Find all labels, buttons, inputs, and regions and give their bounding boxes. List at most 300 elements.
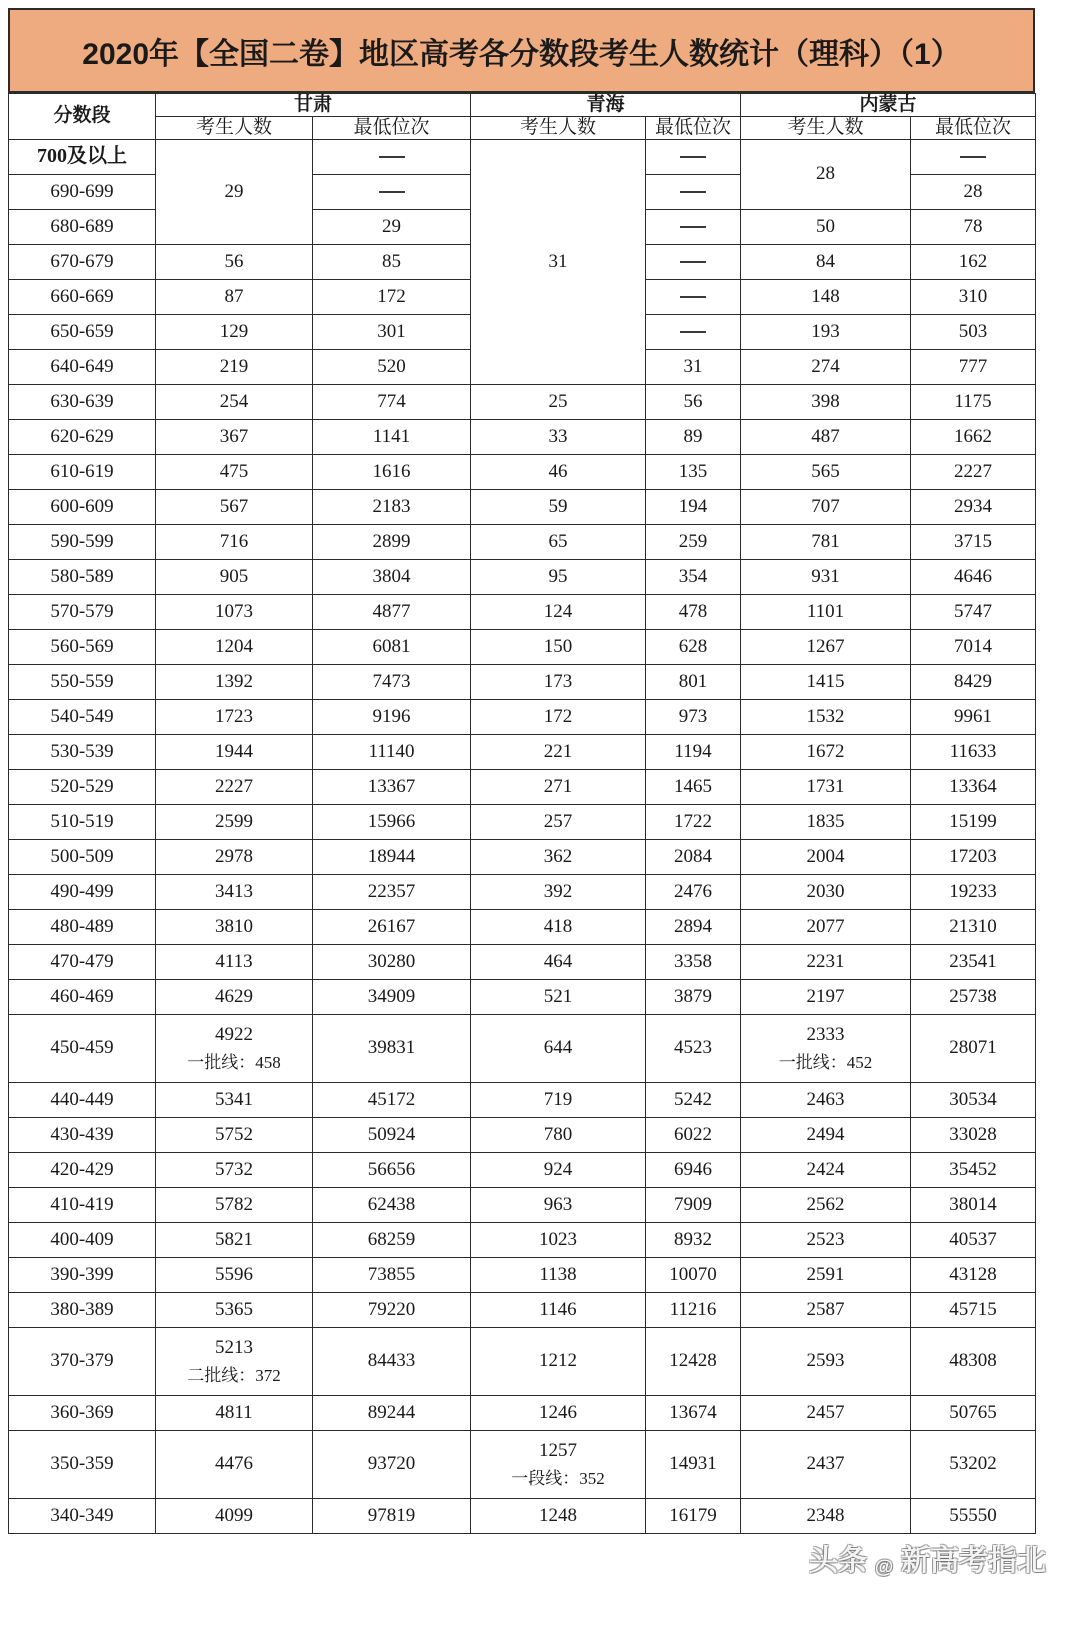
table-row	[9, 489, 1036, 524]
neimenggu-count-value: 2494	[806, 1123, 845, 1145]
gansu-rank-cell	[313, 454, 471, 489]
qinghai-rank-cell	[646, 244, 741, 279]
gansu-rank-cell	[313, 314, 471, 349]
neimenggu-count-cell	[741, 979, 911, 1014]
neimenggu-count-value: 2437	[806, 1453, 845, 1475]
gansu-count-cell	[156, 1257, 313, 1292]
table-header	[9, 94, 1036, 140]
table-row	[9, 839, 1036, 874]
qinghai-rank-value: 56	[683, 390, 703, 412]
gansu-count-value: 56	[224, 250, 244, 272]
qinghai-count-cell	[471, 909, 646, 944]
score-range-cell: 560-569	[9, 629, 156, 664]
neimenggu-count-cell	[741, 524, 911, 559]
gansu-rank-value: 11140	[368, 740, 415, 762]
table-row	[9, 419, 1036, 454]
gansu-rank-value: 9196	[372, 705, 411, 727]
table-row	[9, 139, 1036, 174]
qinghai-rank-value: 3879	[674, 985, 713, 1007]
neimenggu-count-cell	[741, 1430, 911, 1498]
neimenggu-rank-cell	[911, 1187, 1036, 1222]
gansu-count-cell	[156, 1498, 313, 1533]
neimenggu-count-cell	[741, 559, 911, 594]
gansu-rank-value: 1141	[372, 425, 411, 447]
gansu-count-value: 716	[219, 530, 249, 552]
neimenggu-rank-value: 25738	[949, 985, 997, 1007]
em-dash-icon	[379, 156, 405, 158]
score-range-cell: 440-449	[9, 1082, 156, 1117]
neimenggu-rank-value: 43128	[949, 1263, 997, 1285]
neimenggu-count-value: 931	[811, 565, 840, 587]
qinghai-rank-value: 5242	[674, 1088, 713, 1110]
qinghai-count-value: 719	[543, 1088, 573, 1110]
gansu-rank-value: 774	[377, 390, 406, 412]
neimenggu-rank-value: 7014	[954, 635, 993, 657]
gansu-rank-cell	[313, 559, 471, 594]
neimenggu-count-cell	[741, 1014, 911, 1082]
qinghai-count-cell	[471, 1498, 646, 1533]
neimenggu-rank-cell	[911, 734, 1036, 769]
gansu-rank-value: 45172	[367, 1088, 416, 1110]
neimenggu-rank-cell	[911, 1498, 1036, 1533]
qinghai-count-value: 1023	[539, 1228, 578, 1250]
qinghai-rank-value: 973	[678, 705, 708, 727]
qinghai-rank-cell	[646, 909, 741, 944]
qinghai-rank-value: 259	[678, 530, 708, 552]
neimenggu-count-value: 2333	[806, 1023, 845, 1045]
qinghai-rank-cell	[646, 1498, 741, 1533]
qinghai-rank-cell	[646, 454, 741, 489]
qinghai-rank-cell	[646, 769, 741, 804]
gansu-rank-cell	[313, 804, 471, 839]
neimenggu-count-cell	[741, 734, 911, 769]
neimenggu-rank-cell	[911, 979, 1036, 1014]
gansu-rank-cell	[313, 1014, 471, 1082]
score-range-cell: 480-489	[9, 909, 156, 944]
qinghai-rank-value: 2894	[674, 915, 713, 937]
gansu-count-value: 2599	[215, 810, 253, 832]
qinghai-rank-value: 1722	[674, 810, 713, 832]
neimenggu-rank-value: 4646	[954, 565, 993, 587]
gansu-rank-cell	[313, 699, 471, 734]
score-range-cell: 600-609	[9, 489, 156, 524]
qinghai-rank-value: 1194	[674, 740, 712, 762]
gansu-rank-value: 29	[382, 215, 401, 237]
score-distribution-table	[8, 93, 1036, 1534]
qinghai-count-cell	[471, 559, 646, 594]
gansu-rank-cell	[313, 839, 471, 874]
neimenggu-rank-cell	[911, 769, 1036, 804]
qinghai-count-cell	[471, 1152, 646, 1187]
table-row	[9, 1082, 1036, 1117]
qinghai-rank-cell	[646, 1257, 741, 1292]
gansu-rank-cell	[313, 1082, 471, 1117]
gansu-rank-cell	[313, 944, 471, 979]
gansu-rank-value: 30280	[367, 950, 416, 972]
qinghai-count-value: 173	[543, 670, 573, 692]
neimenggu-rank-value: 23541	[949, 950, 997, 972]
gansu-count-cell	[156, 1014, 313, 1082]
gansu-rank-value: 18944	[367, 845, 416, 867]
gansu-count-value: 4476	[215, 1453, 253, 1475]
score-range-cell: 650-659	[9, 314, 156, 349]
score-range-cell: 360-369	[9, 1395, 156, 1430]
neimenggu-count-value: 2587	[806, 1298, 845, 1320]
gansu-count-cell	[156, 804, 313, 839]
neimenggu-rank-cell	[911, 559, 1036, 594]
neimenggu-count-cell	[741, 1082, 911, 1117]
gansu-rank-value: 56656	[367, 1158, 416, 1180]
gansu-rank-cell	[313, 1292, 471, 1327]
neimenggu-rank-value: 53202	[949, 1453, 997, 1475]
neimenggu-count-cell	[741, 384, 911, 419]
neimenggu-count-value: 28	[816, 163, 836, 185]
neimenggu-count-cell	[741, 314, 911, 349]
neimenggu-rank-cell	[911, 1152, 1036, 1187]
table-row	[9, 1014, 1036, 1082]
qinghai-count-value: 780	[543, 1123, 573, 1145]
neimenggu-rank-value: 11633	[949, 740, 997, 762]
neimenggu-batch-line-note: 一批线：452	[778, 1052, 873, 1072]
gansu-count-cell	[156, 489, 313, 524]
neimenggu-rank-value: 2934	[954, 495, 993, 517]
em-dash-icon	[680, 191, 706, 193]
qinghai-rank-cell	[646, 874, 741, 909]
neimenggu-count-cell	[741, 454, 911, 489]
neimenggu-count-value: 2593	[806, 1350, 845, 1372]
qinghai-rank-value: 8932	[674, 1228, 713, 1250]
neimenggu-count-value: 1415	[806, 670, 845, 692]
score-range-cell: 370-379	[9, 1327, 156, 1395]
neimenggu-count-value: 193	[811, 320, 840, 342]
table-row	[9, 1257, 1036, 1292]
neimenggu-rank-cell	[911, 664, 1036, 699]
gansu-rank-cell	[313, 1257, 471, 1292]
table-row	[9, 874, 1036, 909]
em-dash-icon	[960, 156, 986, 158]
gansu-rank-value: 13367	[367, 775, 416, 797]
neimenggu-rank-cell	[911, 419, 1036, 454]
gansu-count-value: 5821	[215, 1228, 253, 1250]
header-qinghai-rank: 最低位次	[646, 116, 741, 139]
gansu-rank-value: 3804	[372, 565, 411, 587]
neimenggu-rank-value: 8429	[954, 670, 993, 692]
neimenggu-count-value: 2591	[806, 1263, 845, 1285]
gansu-batch-line-note: 一批线：458	[187, 1052, 281, 1072]
neimenggu-rank-cell	[911, 944, 1036, 979]
qinghai-rank-cell	[646, 139, 741, 174]
table-row	[9, 909, 1036, 944]
qinghai-count-value: 59	[548, 495, 568, 517]
qinghai-rank-value: 3358	[674, 950, 713, 972]
table-body	[9, 139, 1036, 1533]
neimenggu-count-value: 2197	[806, 985, 845, 1007]
neimenggu-rank-value: 9961	[954, 705, 993, 727]
neimenggu-rank-value: 55550	[949, 1504, 997, 1526]
neimenggu-count-cell	[741, 244, 911, 279]
qinghai-rank-value: 2084	[674, 845, 713, 867]
gansu-rank-value: 15966	[367, 810, 416, 832]
gansu-count-cell	[156, 594, 313, 629]
neimenggu-count-value: 2562	[806, 1193, 845, 1215]
neimenggu-rank-value: 78	[963, 215, 983, 237]
gansu-rank-value: 79220	[367, 1298, 416, 1320]
table-row	[9, 559, 1036, 594]
gansu-count-value: 2978	[215, 845, 253, 867]
header-neimenggu-count: 考生人数	[741, 116, 911, 139]
qinghai-count-cell	[471, 804, 646, 839]
gansu-count-cell	[156, 979, 313, 1014]
neimenggu-rank-cell	[911, 279, 1036, 314]
qinghai-rank-cell	[646, 804, 741, 839]
neimenggu-rank-value: 1175	[954, 390, 992, 412]
qinghai-count-value: 924	[543, 1158, 573, 1180]
neimenggu-rank-cell	[911, 244, 1036, 279]
qinghai-count-value: 362	[543, 845, 573, 867]
score-range-cell: 510-519	[9, 804, 156, 839]
gansu-rank-cell	[313, 769, 471, 804]
qinghai-count-value: 521	[543, 985, 573, 1007]
neimenggu-count-cell	[741, 944, 911, 979]
table-row	[9, 1152, 1036, 1187]
gansu-count-cell	[156, 419, 313, 454]
gansu-rank-value: 39831	[367, 1037, 416, 1059]
qinghai-count-cell	[471, 979, 646, 1014]
table-row	[9, 454, 1036, 489]
qinghai-rank-cell	[646, 524, 741, 559]
qinghai-rank-value: 89	[683, 425, 703, 447]
qinghai-count-value: 1146	[539, 1298, 577, 1320]
gansu-count-value: 5213	[215, 1336, 253, 1358]
qinghai-count-cell	[471, 699, 646, 734]
table-row	[9, 979, 1036, 1014]
qinghai-rank-cell	[646, 594, 741, 629]
page-title: 2020年【全国二卷】地区高考各分数段考生人数统计（理科）（1）	[82, 37, 961, 71]
gansu-count-cell	[156, 1152, 313, 1187]
neimenggu-count-value: 2463	[806, 1088, 845, 1110]
gansu-count-cell	[156, 664, 313, 699]
score-range-cell: 420-429	[9, 1152, 156, 1187]
qinghai-rank-value: 13674	[669, 1401, 717, 1423]
neimenggu-count-value: 1672	[806, 740, 845, 762]
gansu-count-cell	[156, 1117, 313, 1152]
neimenggu-rank-value: 3715	[954, 530, 993, 552]
table-row	[9, 1327, 1036, 1395]
neimenggu-count-cell	[741, 1152, 911, 1187]
qinghai-count-value: 25	[548, 390, 568, 412]
qinghai-rank-cell	[646, 1222, 741, 1257]
qinghai-rank-value: 801	[678, 670, 708, 692]
table-row	[9, 1430, 1036, 1498]
neimenggu-count-cell	[741, 874, 911, 909]
gansu-count-value: 5365	[215, 1298, 253, 1320]
neimenggu-count-cell	[741, 1498, 911, 1533]
neimenggu-count-value: 2231	[806, 950, 845, 972]
qinghai-count-value: 464	[543, 950, 573, 972]
neimenggu-count-cell	[741, 279, 911, 314]
gansu-count-cell	[156, 874, 313, 909]
qinghai-rank-value: 4523	[674, 1037, 713, 1059]
qinghai-rank-cell	[646, 489, 741, 524]
neimenggu-count-value: 2004	[806, 845, 845, 867]
gansu-count-value: 4629	[215, 985, 253, 1007]
em-dash-icon	[680, 261, 706, 263]
qinghai-rank-cell	[646, 944, 741, 979]
qinghai-count-value: 1212	[539, 1350, 578, 1372]
score-range-cell: 700及以上	[9, 139, 156, 174]
qinghai-count-cell	[471, 734, 646, 769]
score-range-cell: 620-629	[9, 419, 156, 454]
score-range-cell: 400-409	[9, 1222, 156, 1257]
qinghai-rank-value: 194	[678, 495, 708, 517]
neimenggu-rank-cell	[911, 454, 1036, 489]
neimenggu-rank-value: 30534	[949, 1088, 997, 1110]
header-row-sub	[9, 116, 1036, 139]
qinghai-count-cell	[471, 524, 646, 559]
neimenggu-count-value: 2457	[806, 1401, 845, 1423]
gansu-count-cell	[156, 1292, 313, 1327]
gansu-rank-value: 520	[377, 355, 406, 377]
qinghai-count-cell	[471, 769, 646, 804]
table-row	[9, 769, 1036, 804]
neimenggu-rank-value: 19233	[949, 880, 997, 902]
qinghai-rank-cell	[646, 699, 741, 734]
gansu-count-cell	[156, 349, 313, 384]
watermark	[809, 1538, 1046, 1584]
header-region-neimenggu: 内蒙古	[741, 94, 1036, 117]
qinghai-count-cell	[471, 1014, 646, 1082]
gansu-rank-value: 2899	[372, 530, 411, 552]
qinghai-count-cell	[471, 594, 646, 629]
gansu-count-value: 129	[219, 320, 249, 342]
score-range-cell: 350-359	[9, 1430, 156, 1498]
neimenggu-count-value: 2348	[806, 1504, 845, 1526]
gansu-count-value: 5341	[215, 1088, 253, 1110]
gansu-rank-cell	[313, 244, 471, 279]
gansu-count-value: 1723	[215, 705, 253, 727]
qinghai-count-value: 644	[543, 1037, 573, 1059]
gansu-count-value: 4099	[215, 1504, 253, 1526]
gansu-rank-cell	[313, 1152, 471, 1187]
neimenggu-count-value: 487	[811, 425, 840, 447]
watermark-at-icon: @	[869, 1554, 899, 1584]
qinghai-rank-cell	[646, 314, 741, 349]
neimenggu-count-cell	[741, 769, 911, 804]
neimenggu-count-cell	[741, 209, 911, 244]
score-range-cell: 690-699	[9, 174, 156, 209]
neimenggu-rank-cell	[911, 804, 1036, 839]
qinghai-count-value: 150	[543, 635, 573, 657]
neimenggu-rank-cell	[911, 1327, 1036, 1395]
neimenggu-rank-value: 17203	[949, 845, 997, 867]
qinghai-count-value: 1248	[539, 1504, 578, 1526]
gansu-rank-cell	[313, 909, 471, 944]
qinghai-rank-cell	[646, 559, 741, 594]
score-range-cell: 670-679	[9, 244, 156, 279]
neimenggu-rank-cell	[911, 1082, 1036, 1117]
qinghai-rank-cell	[646, 1395, 741, 1430]
table-row	[9, 594, 1036, 629]
neimenggu-count-value: 1835	[806, 810, 845, 832]
neimenggu-rank-cell	[911, 314, 1036, 349]
gansu-count-cell	[156, 1187, 313, 1222]
neimenggu-rank-cell	[911, 839, 1036, 874]
neimenggu-count-value: 1731	[806, 775, 845, 797]
gansu-count-cell	[156, 384, 313, 419]
neimenggu-rank-cell	[911, 1257, 1036, 1292]
qinghai-count-value: 257	[543, 810, 573, 832]
neimenggu-count-value: 565	[811, 460, 840, 482]
gansu-count-cell	[156, 769, 313, 804]
gansu-count-value: 367	[219, 425, 249, 447]
table-row	[9, 944, 1036, 979]
header-row-region	[9, 94, 1036, 117]
page-title-bar	[8, 8, 1035, 93]
qinghai-count-cell	[471, 1292, 646, 1327]
qinghai-rank-cell	[646, 734, 741, 769]
neimenggu-count-cell	[741, 629, 911, 664]
qinghai-rank-value: 10070	[669, 1263, 717, 1285]
gansu-count-value: 2227	[215, 775, 253, 797]
qinghai-rank-cell	[646, 1152, 741, 1187]
gansu-rank-cell	[313, 1395, 471, 1430]
gansu-count-cell	[156, 1327, 313, 1395]
score-range-cell: 490-499	[9, 874, 156, 909]
qinghai-rank-value: 31	[683, 355, 703, 377]
neimenggu-count-value: 1267	[806, 635, 845, 657]
gansu-rank-value: 73855	[367, 1263, 416, 1285]
neimenggu-count-cell	[741, 594, 911, 629]
em-dash-icon	[680, 226, 706, 228]
gansu-count-value: 1944	[215, 740, 253, 762]
qinghai-count-value: 418	[543, 915, 573, 937]
score-range-cell: 500-509	[9, 839, 156, 874]
neimenggu-rank-cell	[911, 1292, 1036, 1327]
qinghai-rank-value: 12428	[669, 1350, 717, 1372]
qinghai-count-value: 392	[543, 880, 573, 902]
qinghai-count-cell	[471, 139, 646, 384]
gansu-rank-value: 89244	[367, 1401, 416, 1423]
gansu-rank-value: 4877	[372, 600, 411, 622]
qinghai-rank-value: 354	[678, 565, 708, 587]
qinghai-rank-cell	[646, 979, 741, 1014]
neimenggu-count-cell	[741, 139, 911, 209]
qinghai-count-value: 33	[548, 425, 568, 447]
neimenggu-count-value: 148	[811, 285, 840, 307]
qinghai-rank-cell	[646, 1292, 741, 1327]
gansu-rank-value: 84433	[367, 1350, 416, 1372]
qinghai-rank-value: 6946	[674, 1158, 713, 1180]
gansu-count-value: 254	[219, 390, 249, 412]
gansu-count-value: 87	[224, 285, 244, 307]
gansu-batch-line-note: 二批线：372	[187, 1365, 281, 1385]
neimenggu-rank-value: 13364	[949, 775, 997, 797]
neimenggu-count-value: 2030	[806, 880, 845, 902]
neimenggu-rank-cell	[911, 1117, 1036, 1152]
gansu-count-value: 1392	[215, 670, 253, 692]
score-range-cell: 680-689	[9, 209, 156, 244]
neimenggu-rank-value: 50765	[949, 1401, 997, 1423]
qinghai-rank-cell	[646, 1430, 741, 1498]
gansu-rank-cell	[313, 139, 471, 174]
gansu-rank-cell	[313, 489, 471, 524]
qinghai-count-value: 221	[543, 740, 573, 762]
score-range-cell: 450-459	[9, 1014, 156, 1082]
qinghai-rank-cell	[646, 629, 741, 664]
score-range-cell: 380-389	[9, 1292, 156, 1327]
score-range-cell: 580-589	[9, 559, 156, 594]
neimenggu-rank-value: 33028	[949, 1123, 997, 1145]
